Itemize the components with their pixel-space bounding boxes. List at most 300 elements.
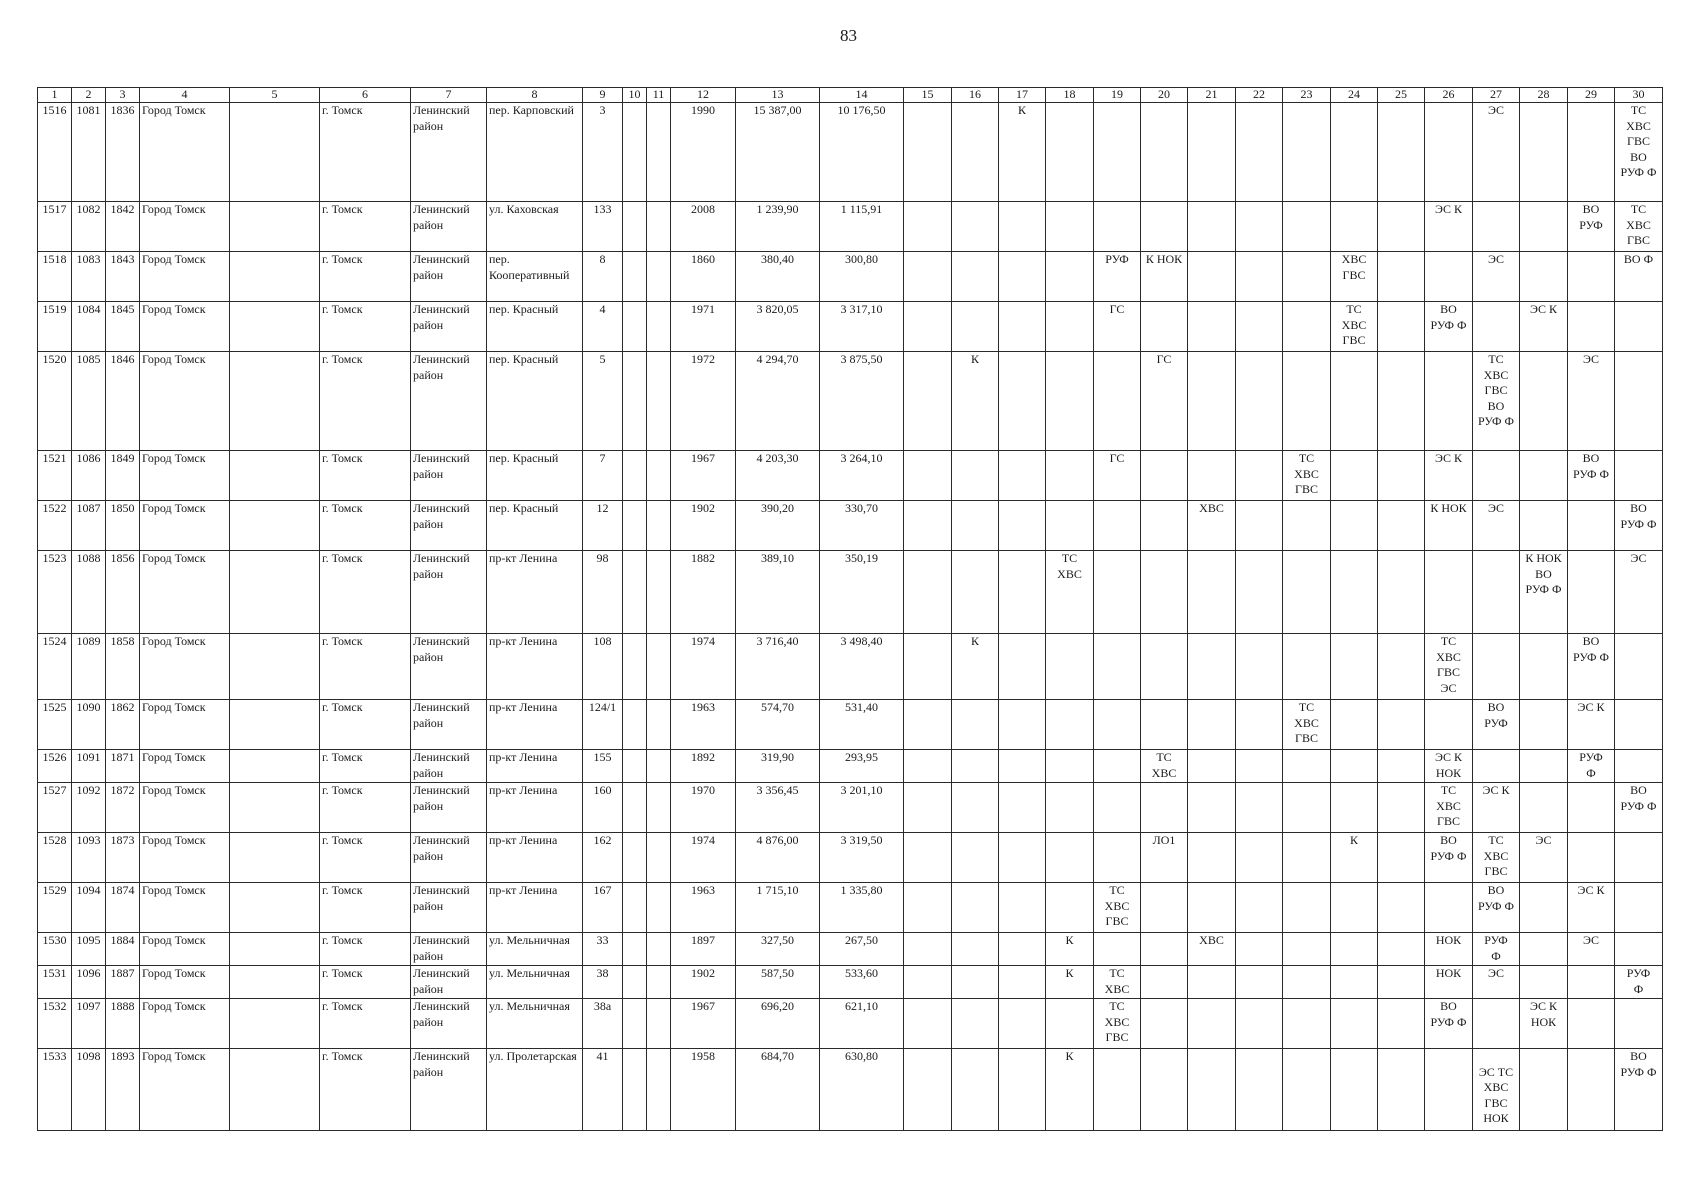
cell-col-25 bbox=[1378, 933, 1425, 966]
cell-col-19: ТС ХВС ГВС bbox=[1094, 999, 1141, 1049]
cell-col-3: 1845 bbox=[106, 302, 140, 352]
column-header-26: 26 bbox=[1425, 88, 1473, 103]
cell-col-23 bbox=[1283, 103, 1331, 202]
cell-col-2: 1084 bbox=[72, 302, 106, 352]
cell-col-27: ЭС bbox=[1473, 501, 1520, 551]
cell-col-2: 1096 bbox=[72, 966, 106, 999]
cell-col-20 bbox=[1141, 700, 1188, 750]
cell-col-23 bbox=[1283, 501, 1331, 551]
table-row bbox=[38, 933, 1663, 966]
cell-col-15 bbox=[904, 966, 952, 999]
cell-col-4: Город Томск bbox=[140, 750, 230, 783]
cell-col-2: 1081 bbox=[72, 103, 106, 202]
cell-col-12: 1897 bbox=[671, 933, 736, 966]
cell-col-25 bbox=[1378, 1049, 1425, 1131]
cell-col-12: 2008 bbox=[671, 202, 736, 252]
table-row bbox=[38, 750, 1663, 783]
column-header-5: 5 bbox=[230, 88, 320, 103]
cell-col-17: К bbox=[999, 103, 1046, 202]
cell-col-13: 319,90 bbox=[736, 750, 820, 783]
cell-col-2: 1089 bbox=[72, 634, 106, 700]
cell-col-25 bbox=[1378, 634, 1425, 700]
cell-col-7: Ленинский район bbox=[411, 1049, 487, 1131]
cell-col-15 bbox=[904, 700, 952, 750]
cell-col-13: 3 716,40 bbox=[736, 634, 820, 700]
cell-col-6: г. Томск bbox=[320, 501, 411, 551]
cell-col-16 bbox=[952, 999, 999, 1049]
cell-col-16 bbox=[952, 1049, 999, 1131]
cell-col-14: 350,19 bbox=[820, 551, 904, 634]
cell-col-22 bbox=[1236, 933, 1283, 966]
cell-col-5 bbox=[230, 750, 320, 783]
column-header-29: 29 bbox=[1568, 88, 1615, 103]
cell-col-18: К bbox=[1046, 1049, 1094, 1131]
cell-col-22 bbox=[1236, 551, 1283, 634]
cell-col-18 bbox=[1046, 999, 1094, 1049]
cell-col-16 bbox=[952, 302, 999, 352]
cell-col-16 bbox=[952, 451, 999, 501]
cell-col-27 bbox=[1473, 634, 1520, 700]
cell-col-18 bbox=[1046, 103, 1094, 202]
cell-col-29: ЭС К bbox=[1568, 700, 1615, 750]
cell-col-29: ЭС К bbox=[1568, 883, 1615, 933]
cell-col-27 bbox=[1473, 750, 1520, 783]
cell-col-19 bbox=[1094, 103, 1141, 202]
cell-col-18 bbox=[1046, 451, 1094, 501]
cell-col-20 bbox=[1141, 933, 1188, 966]
cell-col-11 bbox=[647, 883, 671, 933]
cell-col-18 bbox=[1046, 634, 1094, 700]
cell-col-29 bbox=[1568, 501, 1615, 551]
header-row bbox=[38, 88, 1663, 103]
cell-col-20: ГС bbox=[1141, 352, 1188, 451]
cell-col-12: 1974 bbox=[671, 634, 736, 700]
cell-col-15 bbox=[904, 302, 952, 352]
cell-col-20 bbox=[1141, 1049, 1188, 1131]
cell-col-23 bbox=[1283, 966, 1331, 999]
column-header-24: 24 bbox=[1331, 88, 1378, 103]
cell-col-24: К bbox=[1331, 833, 1378, 883]
cell-col-5 bbox=[230, 634, 320, 700]
cell-col-20 bbox=[1141, 551, 1188, 634]
cell-col-28 bbox=[1520, 352, 1568, 451]
cell-col-16 bbox=[952, 883, 999, 933]
cell-col-16 bbox=[952, 833, 999, 883]
table-row bbox=[38, 1049, 1663, 1131]
table-row bbox=[38, 451, 1663, 501]
cell-col-18 bbox=[1046, 202, 1094, 252]
cell-col-30: ВО РУФ Ф bbox=[1615, 1049, 1663, 1131]
cell-col-23 bbox=[1283, 883, 1331, 933]
cell-col-1: 1527 bbox=[38, 783, 72, 833]
cell-col-24 bbox=[1331, 202, 1378, 252]
cell-col-17 bbox=[999, 302, 1046, 352]
cell-col-22 bbox=[1236, 352, 1283, 451]
cell-col-20: ЛО1 bbox=[1141, 833, 1188, 883]
table-row bbox=[38, 966, 1663, 999]
cell-col-13: 1 715,10 bbox=[736, 883, 820, 933]
cell-col-22 bbox=[1236, 202, 1283, 252]
cell-col-4: Город Томск bbox=[140, 551, 230, 634]
cell-col-22 bbox=[1236, 750, 1283, 783]
cell-col-6: г. Томск bbox=[320, 352, 411, 451]
cell-col-24 bbox=[1331, 783, 1378, 833]
cell-col-19 bbox=[1094, 551, 1141, 634]
cell-col-3: 1858 bbox=[106, 634, 140, 700]
cell-col-19 bbox=[1094, 202, 1141, 252]
cell-col-30 bbox=[1615, 833, 1663, 883]
cell-col-17 bbox=[999, 202, 1046, 252]
cell-col-2: 1088 bbox=[72, 551, 106, 634]
cell-col-30 bbox=[1615, 451, 1663, 501]
cell-col-8: пр-кт Ленина bbox=[487, 551, 583, 634]
cell-col-29 bbox=[1568, 999, 1615, 1049]
column-header-14: 14 bbox=[820, 88, 904, 103]
cell-col-11 bbox=[647, 999, 671, 1049]
cell-col-14: 621,10 bbox=[820, 999, 904, 1049]
cell-col-3: 1872 bbox=[106, 783, 140, 833]
cell-col-13: 696,20 bbox=[736, 999, 820, 1049]
cell-col-27 bbox=[1473, 551, 1520, 634]
cell-col-13: 4 876,00 bbox=[736, 833, 820, 883]
cell-col-11 bbox=[647, 750, 671, 783]
cell-col-16 bbox=[952, 783, 999, 833]
cell-col-27: РУФ Ф bbox=[1473, 933, 1520, 966]
cell-col-29: ЭС bbox=[1568, 352, 1615, 451]
cell-col-22 bbox=[1236, 451, 1283, 501]
cell-col-14: 1 335,80 bbox=[820, 883, 904, 933]
cell-col-8: ул. Мельничная bbox=[487, 966, 583, 999]
cell-col-13: 574,70 bbox=[736, 700, 820, 750]
cell-col-22 bbox=[1236, 501, 1283, 551]
cell-col-23 bbox=[1283, 634, 1331, 700]
cell-col-11 bbox=[647, 302, 671, 352]
cell-col-4: Город Томск bbox=[140, 202, 230, 252]
column-header-8: 8 bbox=[487, 88, 583, 103]
cell-col-3: 1850 bbox=[106, 501, 140, 551]
column-header-2: 2 bbox=[72, 88, 106, 103]
cell-col-15 bbox=[904, 1049, 952, 1131]
cell-col-11 bbox=[647, 700, 671, 750]
cell-col-21 bbox=[1188, 551, 1236, 634]
table-row bbox=[38, 252, 1663, 302]
cell-col-20 bbox=[1141, 451, 1188, 501]
cell-col-6: г. Томск bbox=[320, 634, 411, 700]
cell-col-12: 1990 bbox=[671, 103, 736, 202]
cell-col-14: 3 319,50 bbox=[820, 833, 904, 883]
column-header-21: 21 bbox=[1188, 88, 1236, 103]
cell-col-8: пер. Карповский bbox=[487, 103, 583, 202]
cell-col-11 bbox=[647, 1049, 671, 1131]
cell-col-9: 155 bbox=[583, 750, 623, 783]
cell-col-29 bbox=[1568, 551, 1615, 634]
table-row bbox=[38, 302, 1663, 352]
cell-col-8: пр-кт Ленина bbox=[487, 783, 583, 833]
cell-col-15 bbox=[904, 750, 952, 783]
cell-col-22 bbox=[1236, 833, 1283, 883]
cell-col-14: 3 264,10 bbox=[820, 451, 904, 501]
cell-col-18 bbox=[1046, 750, 1094, 783]
cell-col-9: 5 bbox=[583, 352, 623, 451]
cell-col-23 bbox=[1283, 202, 1331, 252]
cell-col-22 bbox=[1236, 999, 1283, 1049]
cell-col-14: 330,70 bbox=[820, 501, 904, 551]
cell-col-27 bbox=[1473, 302, 1520, 352]
cell-col-26: ВО РУФ Ф bbox=[1425, 833, 1473, 883]
cell-col-1: 1526 bbox=[38, 750, 72, 783]
cell-col-27: ВО РУФ bbox=[1473, 700, 1520, 750]
cell-col-28 bbox=[1520, 1049, 1568, 1131]
cell-col-9: 160 bbox=[583, 783, 623, 833]
cell-col-24 bbox=[1331, 966, 1378, 999]
table-row bbox=[38, 634, 1663, 700]
cell-col-30 bbox=[1615, 933, 1663, 966]
cell-col-26 bbox=[1425, 252, 1473, 302]
cell-col-18: К bbox=[1046, 933, 1094, 966]
cell-col-15 bbox=[904, 883, 952, 933]
cell-col-18 bbox=[1046, 252, 1094, 302]
cell-col-17 bbox=[999, 833, 1046, 883]
cell-col-1: 1528 bbox=[38, 833, 72, 883]
cell-col-7: Ленинский район bbox=[411, 252, 487, 302]
cell-col-11 bbox=[647, 352, 671, 451]
cell-col-20 bbox=[1141, 883, 1188, 933]
cell-col-20 bbox=[1141, 202, 1188, 252]
cell-col-3: 1846 bbox=[106, 352, 140, 451]
cell-col-21: ХВС bbox=[1188, 933, 1236, 966]
cell-col-23 bbox=[1283, 999, 1331, 1049]
cell-col-27 bbox=[1473, 999, 1520, 1049]
cell-col-16 bbox=[952, 700, 999, 750]
cell-col-17 bbox=[999, 750, 1046, 783]
cell-col-20 bbox=[1141, 783, 1188, 833]
cell-col-5 bbox=[230, 1049, 320, 1131]
cell-col-25 bbox=[1378, 451, 1425, 501]
cell-col-30: ВО РУФ Ф bbox=[1615, 783, 1663, 833]
cell-col-13: 684,70 bbox=[736, 1049, 820, 1131]
cell-col-16: К bbox=[952, 352, 999, 451]
cell-col-1: 1521 bbox=[38, 451, 72, 501]
cell-col-18 bbox=[1046, 883, 1094, 933]
cell-col-24 bbox=[1331, 634, 1378, 700]
cell-col-5 bbox=[230, 103, 320, 202]
cell-col-5 bbox=[230, 451, 320, 501]
table-row bbox=[38, 352, 1663, 451]
cell-col-19 bbox=[1094, 501, 1141, 551]
cell-col-27: ТС ХВС ГВС ВО РУФ Ф bbox=[1473, 352, 1520, 451]
cell-col-15 bbox=[904, 451, 952, 501]
table-row bbox=[38, 501, 1663, 551]
cell-col-21 bbox=[1188, 833, 1236, 883]
cell-col-17 bbox=[999, 1049, 1046, 1131]
cell-col-7: Ленинский район bbox=[411, 966, 487, 999]
cell-col-5 bbox=[230, 883, 320, 933]
cell-col-7: Ленинский район bbox=[411, 451, 487, 501]
cell-col-1: 1533 bbox=[38, 1049, 72, 1131]
cell-col-17 bbox=[999, 634, 1046, 700]
cell-col-14: 3 875,50 bbox=[820, 352, 904, 451]
cell-col-9: 108 bbox=[583, 634, 623, 700]
cell-col-12: 1974 bbox=[671, 833, 736, 883]
cell-col-12: 1970 bbox=[671, 783, 736, 833]
cell-col-16 bbox=[952, 103, 999, 202]
cell-col-26: ВО РУФ Ф bbox=[1425, 999, 1473, 1049]
cell-col-21 bbox=[1188, 999, 1236, 1049]
cell-col-18 bbox=[1046, 700, 1094, 750]
cell-col-26: НОК bbox=[1425, 933, 1473, 966]
cell-col-13: 3 356,45 bbox=[736, 783, 820, 833]
cell-col-24 bbox=[1331, 1049, 1378, 1131]
cell-col-9: 12 bbox=[583, 501, 623, 551]
cell-col-2: 1086 bbox=[72, 451, 106, 501]
cell-col-22 bbox=[1236, 700, 1283, 750]
cell-col-23 bbox=[1283, 352, 1331, 451]
cell-col-26 bbox=[1425, 1049, 1473, 1131]
cell-col-10 bbox=[623, 883, 647, 933]
cell-col-1: 1529 bbox=[38, 883, 72, 933]
table-body bbox=[38, 103, 1663, 1131]
cell-col-8: пр-кт Ленина bbox=[487, 833, 583, 883]
cell-col-6: г. Томск bbox=[320, 1049, 411, 1131]
cell-col-3: 1884 bbox=[106, 933, 140, 966]
cell-col-4: Город Томск bbox=[140, 252, 230, 302]
cell-col-5 bbox=[230, 999, 320, 1049]
cell-col-19 bbox=[1094, 783, 1141, 833]
cell-col-10 bbox=[623, 501, 647, 551]
cell-col-1: 1523 bbox=[38, 551, 72, 634]
cell-col-17 bbox=[999, 252, 1046, 302]
cell-col-15 bbox=[904, 933, 952, 966]
cell-col-17 bbox=[999, 966, 1046, 999]
cell-col-18 bbox=[1046, 501, 1094, 551]
cell-col-15 bbox=[904, 551, 952, 634]
cell-col-17 bbox=[999, 933, 1046, 966]
cell-col-12: 1902 bbox=[671, 501, 736, 551]
cell-col-4: Город Томск bbox=[140, 501, 230, 551]
cell-col-22 bbox=[1236, 634, 1283, 700]
column-header-10: 10 bbox=[623, 88, 647, 103]
cell-col-23 bbox=[1283, 551, 1331, 634]
cell-col-7: Ленинский район bbox=[411, 700, 487, 750]
cell-col-8: ул. Мельничная bbox=[487, 999, 583, 1049]
cell-col-13: 587,50 bbox=[736, 966, 820, 999]
cell-col-4: Город Томск bbox=[140, 634, 230, 700]
cell-col-24 bbox=[1331, 700, 1378, 750]
cell-col-9: 98 bbox=[583, 551, 623, 634]
cell-col-14: 10 176,50 bbox=[820, 103, 904, 202]
column-header-15: 15 bbox=[904, 88, 952, 103]
cell-col-25 bbox=[1378, 833, 1425, 883]
cell-col-10 bbox=[623, 103, 647, 202]
column-header-17: 17 bbox=[999, 88, 1046, 103]
cell-col-12: 1967 bbox=[671, 451, 736, 501]
cell-col-16 bbox=[952, 966, 999, 999]
cell-col-9: 7 bbox=[583, 451, 623, 501]
cell-col-3: 1871 bbox=[106, 750, 140, 783]
cell-col-9: 4 bbox=[583, 302, 623, 352]
cell-col-10 bbox=[623, 202, 647, 252]
column-header-28: 28 bbox=[1520, 88, 1568, 103]
cell-col-28: ЭС К bbox=[1520, 302, 1568, 352]
cell-col-5 bbox=[230, 202, 320, 252]
column-header-25: 25 bbox=[1378, 88, 1425, 103]
cell-col-19: ТС ХВС ГВС bbox=[1094, 883, 1141, 933]
cell-col-29 bbox=[1568, 252, 1615, 302]
cell-col-20 bbox=[1141, 103, 1188, 202]
column-header-18: 18 bbox=[1046, 88, 1094, 103]
cell-col-30: ВО Ф bbox=[1615, 252, 1663, 302]
cell-col-27: ЭС К bbox=[1473, 783, 1520, 833]
cell-col-16 bbox=[952, 933, 999, 966]
cell-col-9: 133 bbox=[583, 202, 623, 252]
cell-col-1: 1517 bbox=[38, 202, 72, 252]
cell-col-24 bbox=[1331, 103, 1378, 202]
cell-col-17 bbox=[999, 883, 1046, 933]
cell-col-25 bbox=[1378, 883, 1425, 933]
cell-col-16 bbox=[952, 202, 999, 252]
cell-col-30: ТС ХВС ГВС ВО РУФ Ф bbox=[1615, 103, 1663, 202]
cell-col-21: ХВС bbox=[1188, 501, 1236, 551]
cell-col-24 bbox=[1331, 750, 1378, 783]
cell-col-1: 1516 bbox=[38, 103, 72, 202]
cell-col-27: ЭС bbox=[1473, 966, 1520, 999]
cell-col-23 bbox=[1283, 252, 1331, 302]
cell-col-8: ул. Каховская bbox=[487, 202, 583, 252]
cell-col-16 bbox=[952, 750, 999, 783]
cell-col-21 bbox=[1188, 352, 1236, 451]
cell-col-30: РУФ Ф bbox=[1615, 966, 1663, 999]
column-header-20: 20 bbox=[1141, 88, 1188, 103]
cell-col-15 bbox=[904, 352, 952, 451]
cell-col-22 bbox=[1236, 302, 1283, 352]
cell-col-29: РУФ Ф bbox=[1568, 750, 1615, 783]
cell-col-2: 1095 bbox=[72, 933, 106, 966]
cell-col-2: 1098 bbox=[72, 1049, 106, 1131]
cell-col-2: 1097 bbox=[72, 999, 106, 1049]
cell-col-8: пр-кт Ленина bbox=[487, 634, 583, 700]
cell-col-30: ЭС bbox=[1615, 551, 1663, 634]
cell-col-16: К bbox=[952, 634, 999, 700]
cell-col-11 bbox=[647, 103, 671, 202]
cell-col-2: 1091 bbox=[72, 750, 106, 783]
cell-col-8: ул. Мельничная bbox=[487, 933, 583, 966]
cell-col-10 bbox=[623, 302, 647, 352]
cell-col-8: пр-кт Ленина bbox=[487, 883, 583, 933]
cell-col-26 bbox=[1425, 103, 1473, 202]
cell-col-6: г. Томск bbox=[320, 833, 411, 883]
cell-col-29: ВО РУФ bbox=[1568, 202, 1615, 252]
cell-col-28: К НОК ВО РУФ Ф bbox=[1520, 551, 1568, 634]
cell-col-23 bbox=[1283, 783, 1331, 833]
cell-col-19 bbox=[1094, 634, 1141, 700]
page-number: 83 bbox=[840, 26, 857, 45]
column-header-27: 27 bbox=[1473, 88, 1520, 103]
cell-col-2: 1087 bbox=[72, 501, 106, 551]
cell-col-4: Город Томск bbox=[140, 302, 230, 352]
cell-col-29: ЭС bbox=[1568, 933, 1615, 966]
cell-col-17 bbox=[999, 451, 1046, 501]
cell-col-28: ЭС К НОК bbox=[1520, 999, 1568, 1049]
cell-col-5 bbox=[230, 783, 320, 833]
cell-col-1: 1524 bbox=[38, 634, 72, 700]
cell-col-30 bbox=[1615, 883, 1663, 933]
cell-col-6: г. Томск bbox=[320, 783, 411, 833]
cell-col-2: 1085 bbox=[72, 352, 106, 451]
cell-col-12: 1892 bbox=[671, 750, 736, 783]
cell-col-28 bbox=[1520, 700, 1568, 750]
cell-col-16 bbox=[952, 501, 999, 551]
cell-col-21 bbox=[1188, 966, 1236, 999]
